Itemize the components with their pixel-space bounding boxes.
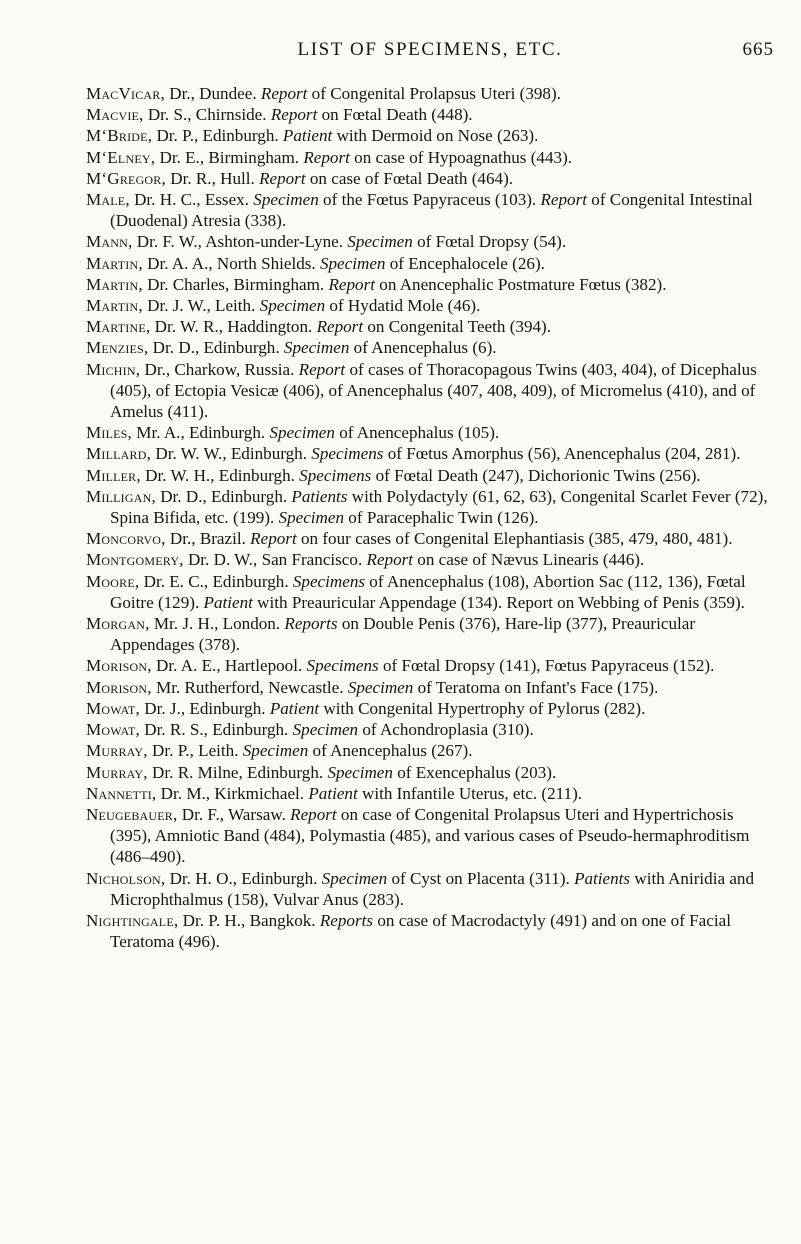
list-entry — [86, 104, 778, 125]
item-description: of Fœtal Dropsy (54). — [412, 232, 567, 252]
list-entry — [86, 189, 778, 231]
contributor-location: Dr. M., Kirkmichael. — [156, 783, 309, 803]
list-entry — [86, 804, 778, 868]
contributor-name: M‘Gregor, — [86, 168, 166, 188]
list-entry — [86, 422, 778, 443]
item-description: of Anencephalus (108), Abortion Sac (112, 136), Fœtal Goitre (129). — [110, 571, 746, 612]
contributor-name: Murray, — [86, 741, 148, 761]
item-type: Specimen — [283, 338, 350, 358]
running-header — [86, 38, 774, 62]
list-entry — [86, 295, 778, 316]
contributor-location: Dr. J., Edinburgh. — [140, 698, 270, 718]
item-description: of Anencephalus (105). — [334, 423, 500, 443]
contributor-location: Dr. E. C., Edinburgh. — [139, 571, 293, 591]
item-description: of Fœtal Dropsy (141), Fœtus Papyraceus (152). — [378, 656, 715, 676]
contributor-name: M‘Elney, — [86, 147, 156, 167]
item-description: of cases of Thoracopagous Twins (403, 404), of Dicephalus (405), of Ectopia Vesicæ (406), of Anencephalus (407, 408, 409), of Micromelus (410), and of Amelus (411). — [110, 359, 757, 422]
contributor-name: Milligan, — [86, 486, 156, 506]
item-description: on Anencephalic Postmature Fœtus (382). — [375, 274, 667, 294]
contributor-name: Montgomery, — [86, 550, 184, 570]
contributor-location: Dr. S., Chirnside. — [143, 105, 271, 125]
contributor-name: Neugebauer, — [86, 804, 178, 824]
item-description: on case of Fœtal Death (464). — [305, 168, 514, 188]
item-description: on case of Congenital Prolapsus Uteri and Hypertrichosis (395), Amniotic Band (484), Polymastia (485), and various cases of Pseudo-hermaphroditism (486–490). — [110, 804, 750, 867]
list-entry — [86, 762, 778, 783]
item-description: on case of Hypoagnathus (443). — [349, 147, 573, 167]
list-entry — [86, 677, 778, 698]
specimen-list — [86, 83, 778, 952]
contributor-location: Dr. W. W., Edinburgh. — [151, 444, 312, 464]
contributor-location: Dr. R. Milne, Edinburgh. — [147, 762, 328, 782]
contributor-location: Dr. W. H., Edinburgh. — [140, 465, 300, 485]
contributor-location: Dr. D., Edinburgh. — [155, 486, 292, 506]
item-description-secondary: of Congenital Intestinal (Duodenal) Atresia (338). — [110, 190, 753, 231]
list-entry — [86, 125, 778, 146]
contributor-location: Dr. E., Birmingham. — [155, 147, 304, 167]
item-type: Report — [260, 84, 308, 103]
contributor-name: Martine, — [86, 317, 151, 337]
item-type: Specimen — [253, 190, 319, 210]
contributor-location: Dr. F. W., Ashton-under-Lyne. — [132, 232, 348, 252]
item-description: of Fœtal Death (247), Dichorionic Twins (256). — [371, 465, 701, 485]
contributor-name: MacVicar, — [86, 84, 165, 103]
contributor-location: Dr., Brazil. — [165, 529, 251, 549]
item-type-secondary: Patients — [574, 868, 631, 888]
contributor-location: Dr. Charles, Birmingham. — [142, 274, 329, 294]
item-description: of Exencephalus (203). — [392, 762, 557, 782]
list-entry — [86, 910, 778, 952]
item-type: Report — [303, 147, 350, 167]
item-type: Specimens — [311, 444, 384, 464]
contributor-location: Dr. F., Warsaw. — [177, 804, 291, 824]
item-type: Specimen — [347, 677, 414, 697]
item-description: of Anencephalus (6). — [349, 338, 497, 358]
contributor-location: Dr. H. O., Edinburgh. — [165, 868, 322, 888]
item-type-secondary: Patient — [203, 592, 253, 612]
item-description: of Anencephalus (267). — [308, 741, 473, 761]
contributor-name: Morison, — [86, 677, 152, 697]
contributor-location: Mr. Rutherford, Newcastle. — [151, 677, 348, 697]
contributor-location: Mr. J. H., London. — [149, 614, 285, 634]
contributor-name: Mowat, — [86, 720, 141, 740]
contributor-name: Mann, — [86, 232, 133, 252]
item-type: Report — [259, 168, 306, 188]
list-entry — [86, 231, 778, 252]
item-description: of Congenital Prolapsus Uteri (398). — [307, 84, 561, 103]
item-type: Report — [366, 550, 414, 570]
item-type: Report — [298, 359, 346, 379]
contributor-location: Dr., Charkow, Russia. — [140, 359, 299, 379]
item-type: Report — [328, 274, 375, 294]
item-description: of Fœtus Amorphus (56), Anencephalus (204, 281). — [383, 444, 741, 464]
item-type-secondary: Specimen — [278, 508, 345, 528]
item-description: on four cases of Congenital Elephantiasis (385, 479, 480, 481). — [296, 529, 733, 549]
contributor-location: Dr. A. A., North Shields. — [142, 253, 320, 273]
contributor-name: Macvie, — [86, 105, 144, 125]
item-description: on Double Penis (376), Hare-lip (377), Preauricular Appendages (378). — [110, 614, 696, 655]
item-type: Specimen — [292, 720, 359, 740]
item-type: Patients — [291, 486, 348, 506]
item-description-secondary: with Aniridia and Microphthalmus (158), Vulvar Anus (283). — [110, 868, 755, 909]
contributor-location: Dr. D., Edinburgh. — [148, 338, 284, 358]
contributor-location: Dr. H. C., Essex. — [129, 190, 254, 210]
item-type: Specimens — [292, 571, 366, 591]
contributor-location: Dr. A. E., Hartlepool. — [151, 656, 307, 676]
list-entry — [86, 359, 778, 423]
list-entry — [86, 486, 778, 528]
contributor-name: Michin, — [86, 359, 141, 379]
contributor-name: Nightingale, — [86, 910, 179, 930]
item-type: Specimen — [321, 868, 388, 888]
item-description: of Hydatid Mole (46). — [325, 296, 481, 316]
item-description: on Fœtal Death (448). — [317, 105, 473, 125]
item-type: Specimen — [242, 741, 309, 761]
page-number: 665 — [742, 39, 774, 60]
contributor-location: Mr. A., Edinburgh. — [132, 423, 270, 443]
contributor-name: Nicholson, — [86, 868, 166, 888]
contributor-name: Miles, — [86, 423, 133, 443]
item-description: with Infantile Uterus, etc. (211). — [357, 783, 583, 803]
contributor-name: M‘Bride, — [86, 126, 153, 146]
list-entry — [86, 465, 778, 486]
contributor-name: Martin, — [86, 274, 143, 294]
running-title: LIST OF SPECIMENS, ETC. — [297, 39, 563, 60]
item-description: on case of Nævus Linearis (446). — [413, 550, 645, 570]
item-type: Reports — [284, 614, 338, 634]
contributor-location: Dr. J. W., Leith. — [142, 296, 260, 316]
item-type: Reports — [319, 910, 374, 930]
item-type: Specimen — [319, 253, 386, 273]
item-description-secondary: with Preauricular Appendage (134). Report on Webbing of Penis (359). — [252, 592, 745, 612]
contributor-location: Dr. P., Leith. — [147, 741, 243, 761]
item-description: with Polydactyly (61, 62, 63), Congenital Scarlet Fever (72), Spina Bifida, etc. (199). — [110, 486, 768, 528]
item-description: of the Fœtus Papyraceus (103). — [318, 190, 541, 210]
item-description: of Cyst on Placenta (311). — [387, 868, 575, 888]
list-entry — [86, 253, 778, 274]
list-entry — [86, 698, 778, 719]
contributor-location: Dr., Dundee. — [164, 84, 261, 103]
item-description: of Teratoma on Infant's Face (175). — [413, 677, 659, 697]
list-entry — [86, 613, 778, 655]
item-type-secondary: Report — [540, 190, 588, 210]
contributor-location: Dr. P., Edinburgh. — [152, 126, 283, 146]
item-type: Report — [250, 529, 297, 549]
item-type: Patient — [269, 698, 320, 718]
contributor-location: Dr. P. H., Bangkok. — [178, 910, 320, 930]
contributor-name: Morgan, — [86, 614, 150, 634]
item-description: of Achondroplasia (310). — [358, 720, 534, 740]
list-entry — [86, 655, 778, 676]
list-entry — [86, 147, 778, 168]
item-type: Specimen — [347, 232, 413, 252]
contributor-name: Moore, — [86, 571, 140, 591]
item-description: on case of Macrodactyly (491) and on one of Facial Teratoma (496). — [110, 910, 731, 952]
list-entry — [86, 868, 778, 910]
item-type: Specimens — [306, 656, 379, 676]
item-type: Report — [270, 105, 318, 125]
contributor-name: Miller, — [86, 465, 141, 485]
list-entry — [86, 337, 778, 358]
list-entry — [86, 783, 778, 804]
list-entry — [86, 274, 778, 295]
list-entry — [86, 83, 778, 104]
item-description-secondary: of Paracephalic Twin (126). — [344, 508, 539, 528]
contributor-name: Morison, — [86, 656, 152, 676]
contributor-name: Male, — [86, 190, 130, 210]
item-type: Report — [290, 804, 337, 824]
item-description: on Congenital Teeth (394). — [363, 317, 551, 337]
item-type: Specimen — [259, 296, 326, 316]
item-description: of Encephalocele (26). — [385, 253, 545, 273]
list-entry — [86, 168, 778, 189]
list-entry — [86, 719, 778, 740]
item-type: Report — [316, 317, 364, 337]
list-entry — [86, 740, 778, 761]
contributor-name: Nannetti, — [86, 783, 157, 803]
item-description: with Congenital Hypertrophy of Pylorus (282). — [319, 698, 646, 718]
item-type: Patient — [308, 783, 358, 803]
list-entry — [86, 443, 778, 464]
contributor-location: Dr. R., Hull. — [165, 168, 260, 188]
list-entry — [86, 549, 778, 570]
item-type: Specimens — [299, 465, 372, 485]
list-entry — [86, 528, 778, 549]
contributor-name: Martin, — [86, 296, 143, 316]
contributor-location: Dr. W. R., Haddington. — [150, 317, 317, 337]
contributor-name: Murray, — [86, 762, 148, 782]
list-entry — [86, 316, 778, 337]
item-type: Specimen — [327, 762, 393, 782]
item-type: Specimen — [269, 423, 335, 443]
contributor-name: Menzies, — [86, 338, 149, 358]
item-type: Patient — [282, 126, 333, 146]
item-description: with Dermoid on Nose (263). — [332, 126, 539, 146]
contributor-name: Moncorvo, — [86, 529, 166, 549]
contributor-name: Mowat, — [86, 698, 141, 718]
contributor-location: Dr. D. W., San Francisco. — [183, 550, 367, 570]
contributor-name: Millard, — [86, 444, 152, 464]
contributor-name: Martin, — [86, 253, 143, 273]
list-entry — [86, 571, 778, 613]
contributor-location: Dr. R. S., Edinburgh. — [140, 720, 293, 740]
